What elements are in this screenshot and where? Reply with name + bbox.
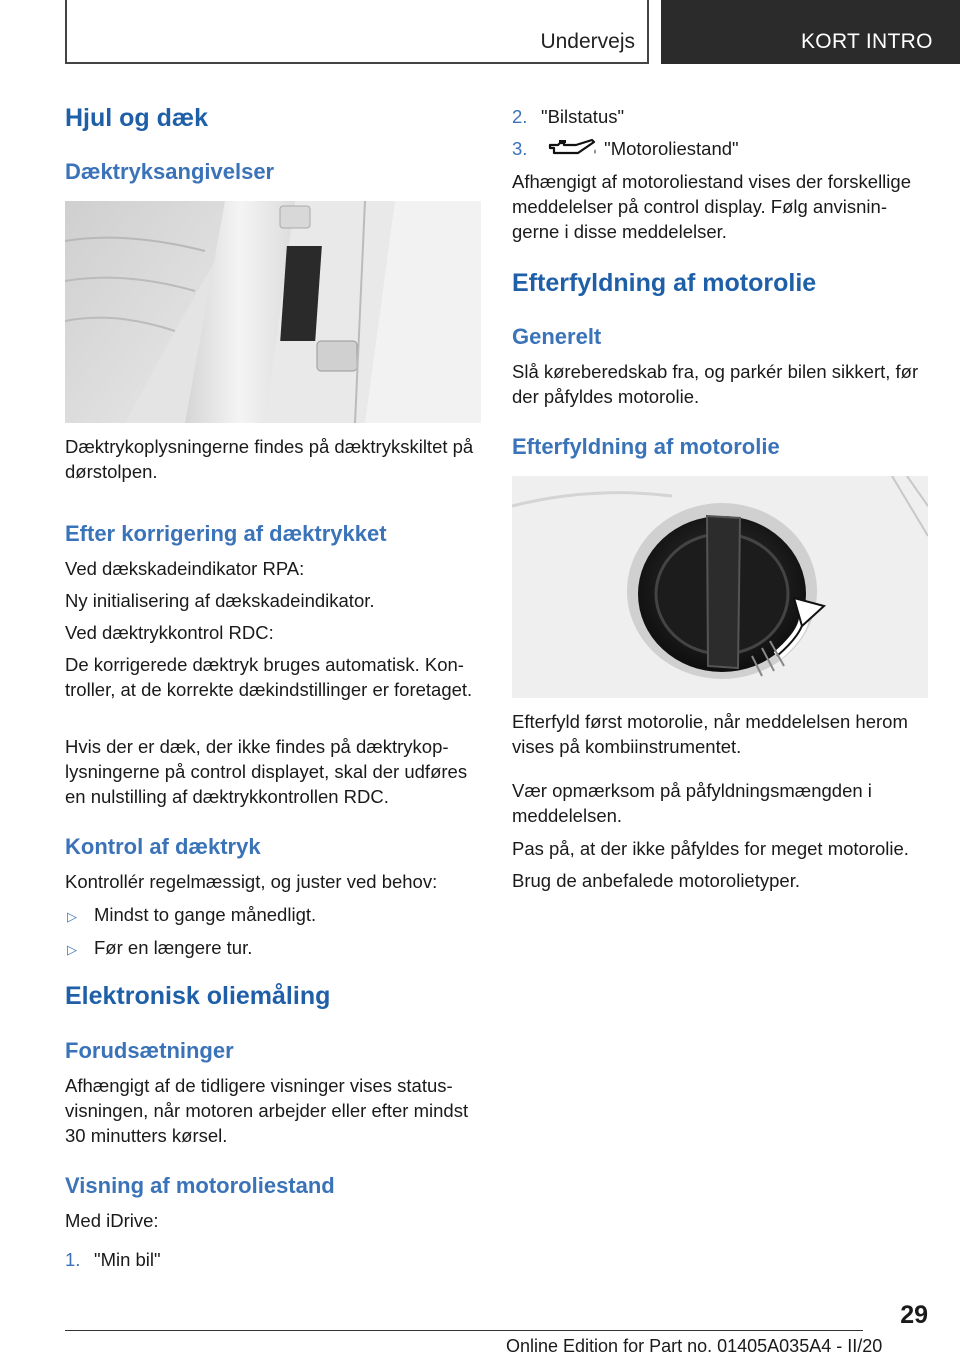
caption-tire-label: Dæktrykoplysningerne findes på dæktrykskiltet på dørstolpen. (65, 436, 474, 482)
paragraph-oil-messages: Afhængigt af motoroliestand vises der forskellige meddelelser på control display. Følg anvisningerne i disse meddelelser. (512, 171, 911, 242)
footer-divider (65, 1330, 863, 1331)
list-item: 2. "Bilstatus" (512, 106, 625, 127)
heading-prerequisites: Forudsætninger (65, 1038, 234, 1063)
paragraph-rdc-reset: Hvis der er dæk, der ikke findes på dæktrykoplysningerne på control displayet, skal der udføres en nulstilling af dæktrykkontrollen RDC. (65, 736, 468, 807)
heading-general: Generelt (512, 324, 602, 349)
triangle-bullet-icon: ▷ (67, 942, 77, 957)
header-chapter-label: KORT INTRO (801, 30, 933, 53)
list-item: ▷ Mindst to gange månedligt. (65, 902, 316, 929)
paragraph-fill-amount: Vær opmærksom på påfyldningsmængden i meddelelsen. (512, 780, 872, 826)
paragraph-idrive: Med iDrive: (65, 1210, 159, 1231)
section-title-wheels: Hjul og dæk (65, 104, 209, 132)
list-item: 1. "Min bil" (65, 1249, 161, 1270)
paragraph-check-regularly: Kontrollér regelmæssigt, og juster ved behov: (65, 871, 438, 892)
heading-oil-level-display: Visning af motoroliestand (65, 1173, 335, 1198)
header-section-box (65, 0, 649, 64)
oil-can-icon (546, 137, 604, 163)
paragraph-no-overfill: Pas på, at der ikke påfyldes for meget motorolie. (512, 838, 909, 859)
header-section-label: Undervejs (540, 30, 635, 53)
paragraph-rpa: Ved dækskadeindikator RPA: (65, 558, 305, 579)
list-item: ▷ Før en længere tur. (65, 935, 252, 962)
oil-cap-illustration (512, 476, 928, 698)
footer-edition: Online Edition for Part no. 01405A035A4 - II/20 (506, 1336, 883, 1356)
list-item: 3. "Motoroliestand" (512, 136, 739, 163)
paragraph-general: Slå køreberedskab fra, og parkér bilen sikkert, før der påfyldes motorolie. (512, 361, 919, 407)
page-number: 29 (900, 1301, 928, 1329)
section-title-oil-refill: Efterfyldning af motorolie (512, 269, 817, 297)
heading-oil-refill: Efterfyldning af motorolie (512, 434, 780, 459)
header-chapter-box (661, 0, 960, 64)
caption-oil-refill: Efterfyld først motorolie, når meddelelsen herom vises på kombiinstrumentet. (512, 711, 908, 757)
section-title-oil-measure: Elektronisk oliemåling (65, 982, 331, 1010)
paragraph-rdc: Ved dæktrykkontrol RDC: (65, 622, 274, 643)
heading-check-pressure: Kontrol af dæktryk (65, 834, 261, 859)
paragraph-rdc-auto: De korrigerede dæktryk bruges automatisk. Kontroller, at de korrekte dækindstillinger er foretaget. (65, 654, 473, 700)
oil-cap-image (512, 476, 928, 698)
paragraph-oil-types: Brug de anbefalede motorolietyper. (512, 870, 800, 891)
paragraph-prerequisites: Afhængigt af de tidligere visninger vises statusvisningen, når motoren arbejder eller efter mindst 30 minutters kørsel. (65, 1075, 469, 1146)
triangle-bullet-icon: ▷ (67, 909, 77, 924)
heading-tire-pressure-info: Dæktryksangivelser (65, 159, 275, 184)
door-pillar-illustration (65, 201, 481, 423)
door-pillar-image (65, 201, 481, 423)
heading-after-correction: Efter korrigering af dæktrykket (65, 521, 387, 546)
paragraph-rpa-init: Ny initialisering af dækskadeindikator. (65, 590, 375, 611)
